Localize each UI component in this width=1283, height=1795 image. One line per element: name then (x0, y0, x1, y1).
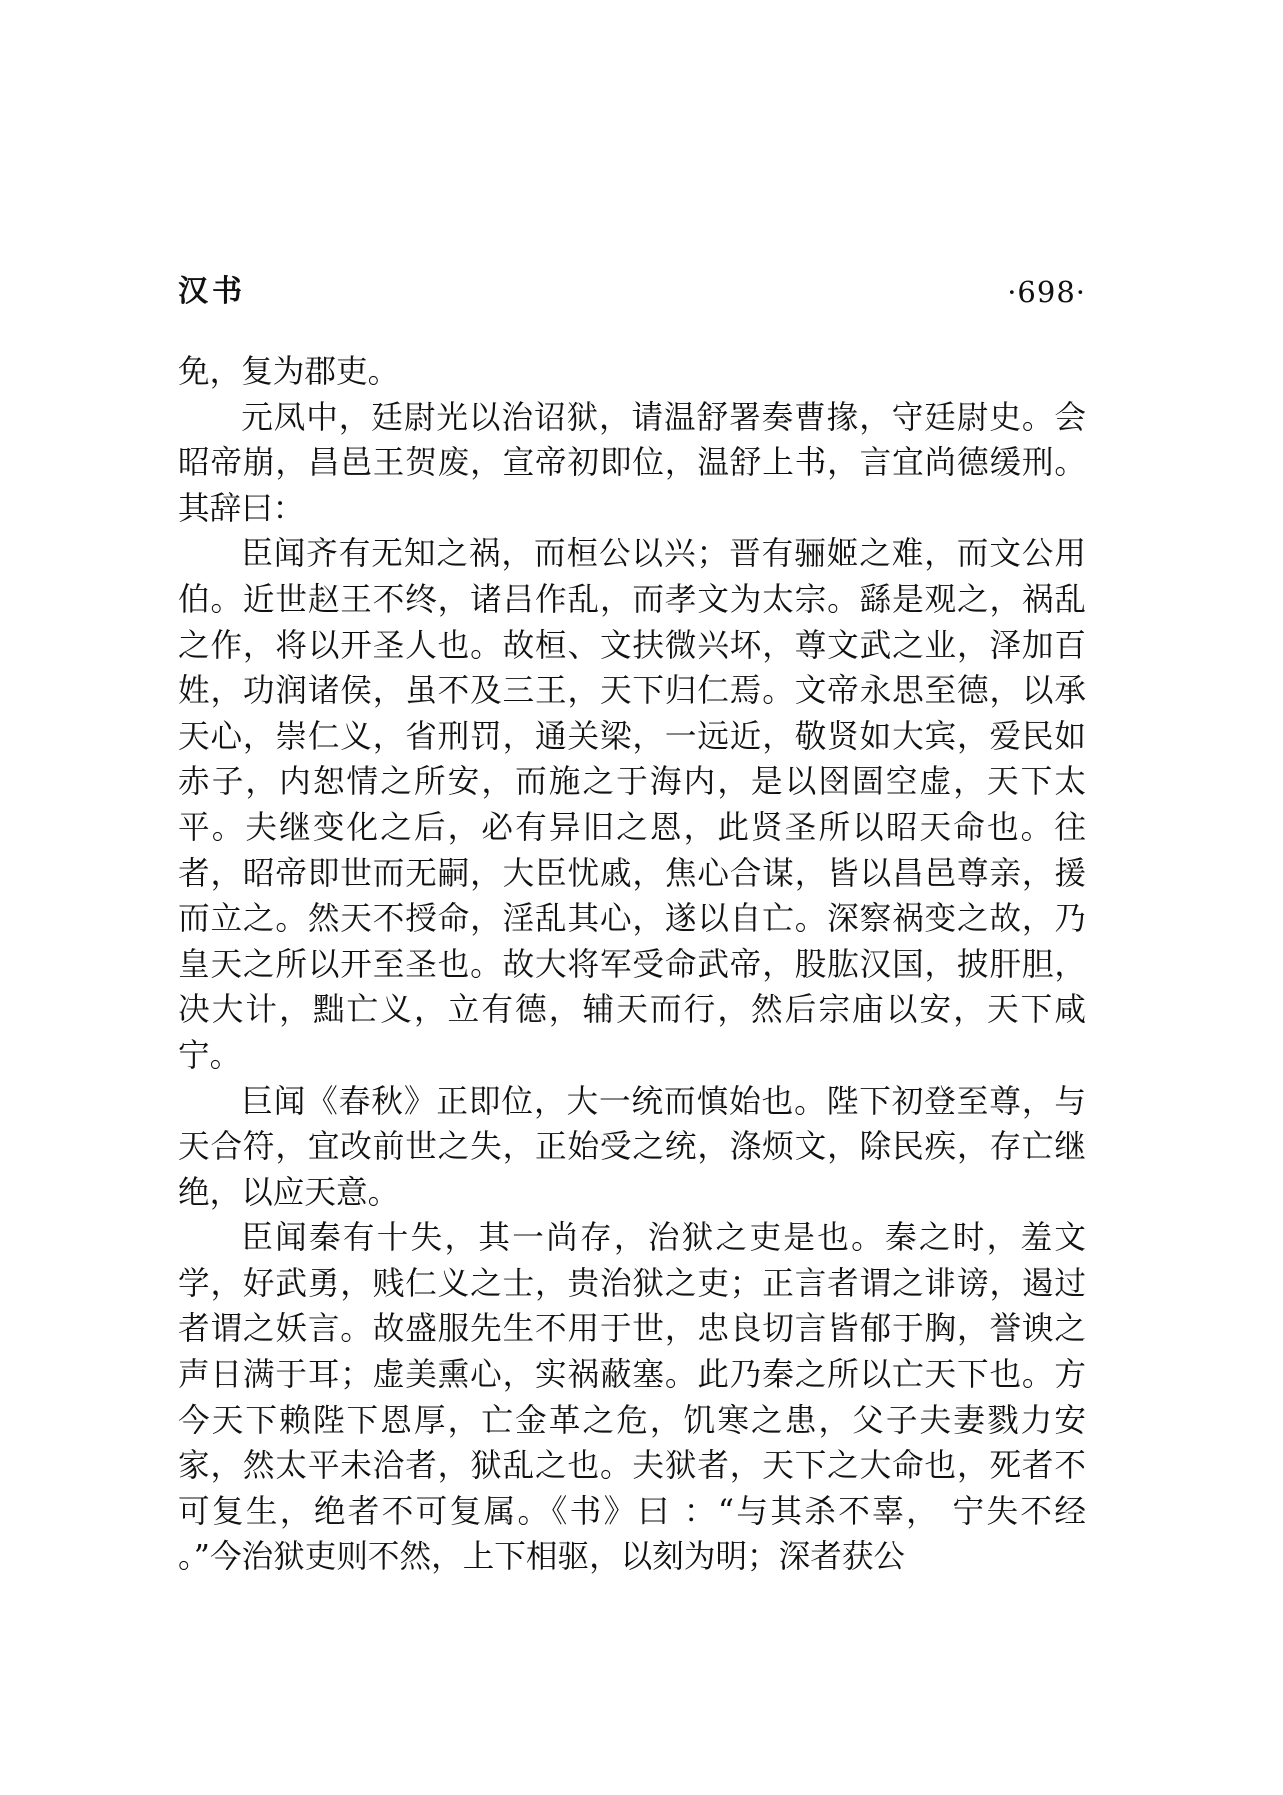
paragraph-5: 臣闻秦有十失，其一尚存，治狱之吏是也。秦之时，羞文学，好武勇，贱仁义之士，贵治狱之吏；正言者谓之诽谤，遏过者谓之妖言。故盛服先生不用于世，忠良切言皆郁于胸，誉谀之声日满于耳；虚美熏心，实祸蔽塞。此乃秦之所以亡天下也。方今天下赖陛下恩厚，亡金革之危，饥寒之患，父子夫妻戮力安家，然太平未洽者，狱乱之也。夫狱者，天下之大命也，死者不可复生，绝者不可复属。《书》曰 ：“与其杀不辜， 宁失不经 。”今治狱吏则不然，上下相驱，以刻为明；深者获公 (178, 1220, 1086, 1576)
paragraph-2: 元凤中，廷尉光以治诏狱，请温舒署奏曹掾，守廷尉史。会昭帝崩，昌邑王贺废，宣帝初即位，温舒上书，言宜尚德缓刑。其辞曰： (178, 399, 1086, 527)
book-title: 汉书 (178, 274, 246, 309)
paragraph-3: 臣闻齐有无知之祸，而桓公以兴；晋有骊姬之难，而文公用伯。近世赵王不终，诸吕作乱，而孝文为太宗。繇是观之，祸乱之作，将以开圣人也。故桓、文扶微兴坏，尊文武之业，泽加百姓，功润诸侯，虽不及三王，天下归仁焉。文帝永思至德，以承天心，崇仁义，省刑罚，通关梁，一远近，敬贤如大宾，爱民如赤子，内恕情之所安，而施之于海内，是以囹圄空虚，天下太平。夫继变化之后，必有异旧之恩，此贤圣所以昭天命也。往者，昭帝即世而无嗣，大臣忧戚，焦心合谋，皆以昌邑尊亲，援而立之。然天不授命，淫乱其心，遂以自亡。深察祸变之故，乃皇天之所以开至圣也。故大将军受命武帝，股肱汉国，披肝胆，决大计，黜亡义，立有德，辅天而行，然后宗庙以安，天下咸宁。 (178, 536, 1086, 1074)
running-header (178, 268, 1086, 316)
page-number: ·698· (1007, 275, 1086, 309)
paragraph-4: 巨闻《春秋》正即位，大一统而慎始也。陛下初登至尊，与天合符，宜改前世之失，正始受之统，涤烦文，除民疾，存亡继绝，以应天意。 (178, 1083, 1086, 1211)
body-text (178, 350, 1086, 1581)
paragraph-1: 免，复为郡吏。 (178, 354, 400, 390)
